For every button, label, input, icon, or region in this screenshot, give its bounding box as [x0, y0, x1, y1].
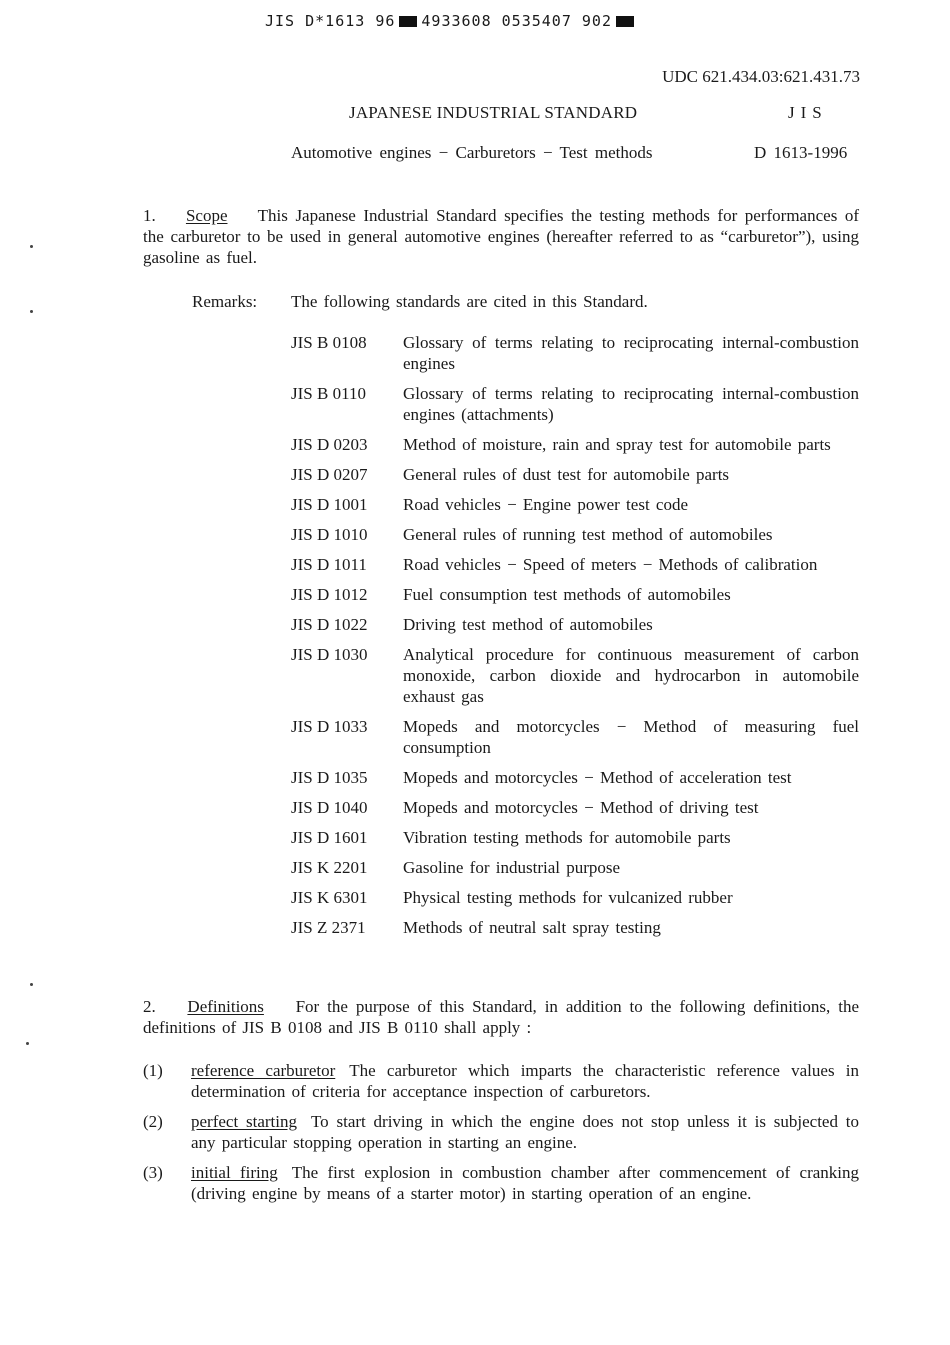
reference-title: Mopeds and motorcycles − Method of driving test [403, 798, 759, 817]
definition-list [143, 1060, 859, 1213]
scope-heading: Scope [185, 206, 228, 225]
jis-mark: JIS [788, 103, 828, 122]
reference-code: JIS B 0108 [291, 333, 367, 352]
standard-number: D 1613-1996 [754, 143, 848, 162]
definition-text: The carburetor which imparts the characteristic reference values in determination of criteria for acceptance inspection of carburetors. [191, 1061, 859, 1101]
definition-text: The first explosion in combustion chamber after commencement of cranking (driving engine by means of a starter motor) in starting operation of an engine. [191, 1163, 859, 1203]
definitions-text: For the purpose of this Standard, in addition to the following definitions, the definitions of JIS B 0108 and JIS B 0110 shall apply : [143, 997, 859, 1037]
reference-code: JIS B 0110 [291, 384, 366, 403]
reference-title: Analytical procedure for continuous measurement of carbon monoxide, carbon dioxide and hydrocarbon in automobile exhaust gas [403, 645, 859, 706]
reference-item [291, 797, 859, 818]
definition-number: (2) [143, 1112, 163, 1131]
definition-item [143, 1060, 859, 1102]
reference-item [291, 716, 859, 758]
reference-title: Road vehicles − Speed of meters − Methods of calibration [403, 555, 818, 574]
barcode-block-mark-end [616, 16, 634, 27]
barcode-header [265, 11, 638, 32]
reference-title: Vibration testing methods for automobile parts [403, 828, 731, 847]
reference-item [291, 614, 859, 635]
reference-title: Glossary of terms relating to reciprocating internal-combustion engines [403, 333, 859, 373]
definition-item [143, 1111, 859, 1153]
definition-term: initial firing [191, 1163, 278, 1182]
remarks-text: The following standards are cited in this Standard. [291, 292, 648, 311]
definitions-number: 2. [143, 997, 156, 1016]
reference-code: JIS D 1035 [291, 768, 368, 787]
reference-code: JIS D 0203 [291, 435, 368, 454]
reference-item [291, 524, 859, 545]
udc-number: UDC 621.434.03:621.431.73 [662, 67, 860, 86]
reference-item [291, 554, 859, 575]
reference-code: JIS D 1001 [291, 495, 368, 514]
reference-code: JIS D 1022 [291, 615, 368, 634]
reference-code: JIS Z 2371 [291, 918, 366, 937]
reference-code: JIS K 6301 [291, 888, 368, 907]
reference-item [291, 767, 859, 788]
definitions-paragraph [143, 996, 859, 1038]
reference-title: Method of moisture, rain and spray test for automobile parts [403, 435, 831, 454]
reference-code: JIS D 1011 [291, 555, 367, 574]
reference-title: Mopeds and motorcycles − Method of measuring fuel consumption [403, 717, 859, 757]
scan-speck [30, 983, 33, 986]
reference-code: JIS K 2201 [291, 858, 368, 877]
reference-item [291, 857, 859, 878]
reference-title: Glossary of terms relating to reciprocating internal-combustion engines (attachments) [403, 384, 859, 424]
reference-item [291, 887, 859, 908]
reference-title: Gasoline for industrial purpose [403, 858, 621, 877]
scope-text: This Japanese Industrial Standard specifies the testing methods for performances of the carburetor to be used in general automotive engines (hereafter referred to as “carburetor”), using gasoline as fuel. [143, 206, 860, 267]
definitions-heading: Definitions [187, 997, 264, 1016]
reference-code: JIS D 1012 [291, 585, 368, 604]
reference-title: General rules of running test method of automobiles [403, 525, 773, 544]
reference-item [291, 917, 859, 938]
reference-code: JIS D 1010 [291, 525, 368, 544]
reference-code: JIS D 1040 [291, 798, 368, 817]
definition-number: (3) [143, 1163, 163, 1182]
reference-item [291, 434, 859, 455]
reference-title: Physical testing methods for vulcanized rubber [403, 888, 733, 907]
document-title: Automotive engines − Carburetors − Test methods [291, 143, 653, 162]
reference-code: JIS D 1030 [291, 645, 368, 664]
reference-item [291, 332, 859, 374]
reference-item [291, 644, 859, 707]
reference-list [291, 332, 859, 947]
reference-title: General rules of dust test for automobile parts [403, 465, 730, 484]
reference-code: JIS D 1601 [291, 828, 368, 847]
scan-speck [30, 310, 33, 313]
reference-title: Methods of neutral salt spray testing [403, 918, 661, 937]
reference-item [291, 383, 859, 425]
scope-number: 1. [143, 206, 156, 225]
definition-number: (1) [143, 1061, 163, 1080]
remarks-label: Remarks: [192, 292, 258, 311]
definition-term: reference carburetor [191, 1061, 336, 1080]
reference-title: Fuel consumption test methods of automobiles [403, 585, 731, 604]
standard-name: JAPANESE INDUSTRIAL STANDARD [349, 103, 638, 122]
scope-paragraph [143, 205, 859, 268]
reference-item [291, 827, 859, 848]
reference-item [291, 494, 859, 515]
definition-item [143, 1162, 859, 1204]
reference-code: JIS D 0207 [291, 465, 368, 484]
reference-item [291, 464, 859, 485]
scan-speck [30, 245, 33, 248]
reference-code: JIS D 1033 [291, 717, 368, 736]
reference-item [291, 584, 859, 605]
reference-title: Mopeds and motorcycles − Method of acceleration test [403, 768, 792, 787]
reference-title: Road vehicles − Engine power test code [403, 495, 689, 514]
definition-text: To start driving in which the engine does not stop unless it is subjected to any particular stopping operation in starting an engine. [191, 1112, 859, 1152]
barcode-right-text: 4933608 0535407 902 [421, 12, 612, 30]
barcode-left-text: JIS D*1613 96 [265, 12, 396, 30]
barcode-block-mark [399, 16, 417, 27]
definition-term: perfect starting [191, 1112, 297, 1131]
scan-speck [26, 1042, 29, 1045]
reference-title: Driving test method of automobiles [403, 615, 653, 634]
